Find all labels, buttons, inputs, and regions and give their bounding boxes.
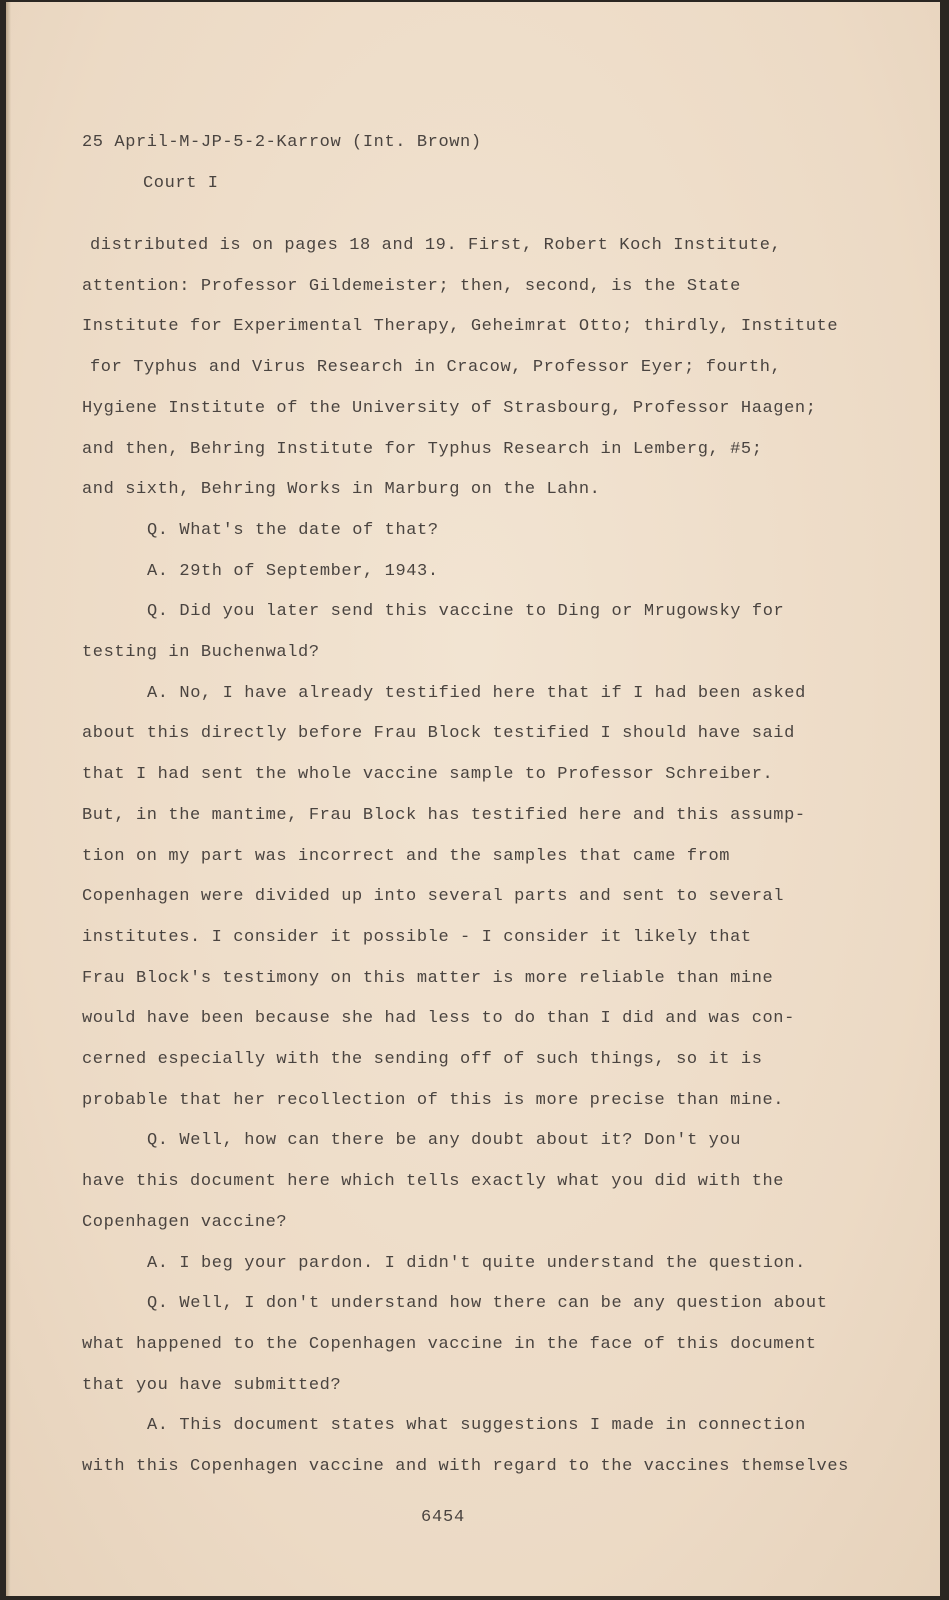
transcript-line: attention: Professor Gildemeister; then, second, is the State <box>82 276 741 296</box>
transcript-line: tion on my part was incorrect and the samples that came from <box>82 846 731 866</box>
transcript-line: and then, Behring Institute for Typhus Research in Lemberg, #5; <box>82 439 763 459</box>
transcript-line: Q. Well, I don't understand how there can be any question about <box>147 1294 828 1314</box>
transcript-line: what happened to the Copenhagen vaccine in the face of this document <box>82 1334 817 1354</box>
transcript-line: Q. Did you later send this vaccine to Ding or Mrugowsky for <box>147 602 785 622</box>
transcript-line: Copenhagen vaccine? <box>82 1212 288 1232</box>
transcript-line: A. 29th of September, 1943. <box>147 561 439 581</box>
transcript-line: Institute for Experimental Therapy, Geheimrat Otto; thirdly, Institute <box>82 317 839 337</box>
transcript-line: Hygiene Institute of the University of Strasbourg, Professor Haagen; <box>82 398 817 418</box>
transcript-line: probable that her recollection of this is more precise than mine. <box>82 1090 785 1110</box>
transcript-line: Q. Well, how can there be any doubt about it? Don't you <box>147 1131 742 1151</box>
transcript-line: would have been because she had less to do than I did and was con- <box>82 1009 795 1029</box>
transcript-line: Copenhagen were divided up into several parts and sent to several <box>82 887 785 907</box>
transcript-line: A. This document states what suggestions I made in connection <box>147 1416 806 1436</box>
transcript-line: have this document here which tells exactly what you did with the <box>82 1172 785 1192</box>
page-number: 6454 <box>421 1508 466 1527</box>
transcript-line: for Typhus and Virus Research in Cracow, Professor Eyer; fourth, <box>90 358 782 378</box>
transcript-line: about this directly before Frau Block testified I should have said <box>82 724 795 744</box>
transcript-line: testing in Buchenwald? <box>82 643 320 662</box>
transcript-line: distributed is on pages 18 and 19. First, Robert Koch Institute, <box>90 236 782 255</box>
transcript-line: that you have submitted? <box>82 1375 342 1395</box>
transcript-line: Q. What's the date of that? <box>147 520 439 540</box>
header-slug: 25 April-M-JP-5-2-Karrow (Int. Brown) <box>82 133 482 152</box>
court-label: Court I <box>143 174 219 193</box>
transcript-line: A. No, I have already testified here that if I had been asked <box>147 683 806 703</box>
transcript-line: But, in the mantime, Frau Block has testified here and this assump- <box>82 805 806 825</box>
page-edge <box>6 2 11 1596</box>
transcript-line: institutes. I consider it possible - I consider it likely that <box>82 927 752 947</box>
transcript-line: cerned especially with the sending off of such things, so it is <box>82 1050 763 1069</box>
transcript-line: and sixth, Behring Works in Marburg on the Lahn. <box>82 480 601 500</box>
transcript-line: with this Copenhagen vaccine and with regard to the vaccines themselves <box>82 1457 849 1476</box>
transcript-line: that I had sent the whole vaccine sample to Professor Schreiber. <box>82 765 774 785</box>
transcript-line: A. I beg your pardon. I didn't quite understand the question. <box>147 1253 806 1273</box>
transcript-line: Frau Block's testimony on this matter is more reliable than mine <box>82 968 774 988</box>
